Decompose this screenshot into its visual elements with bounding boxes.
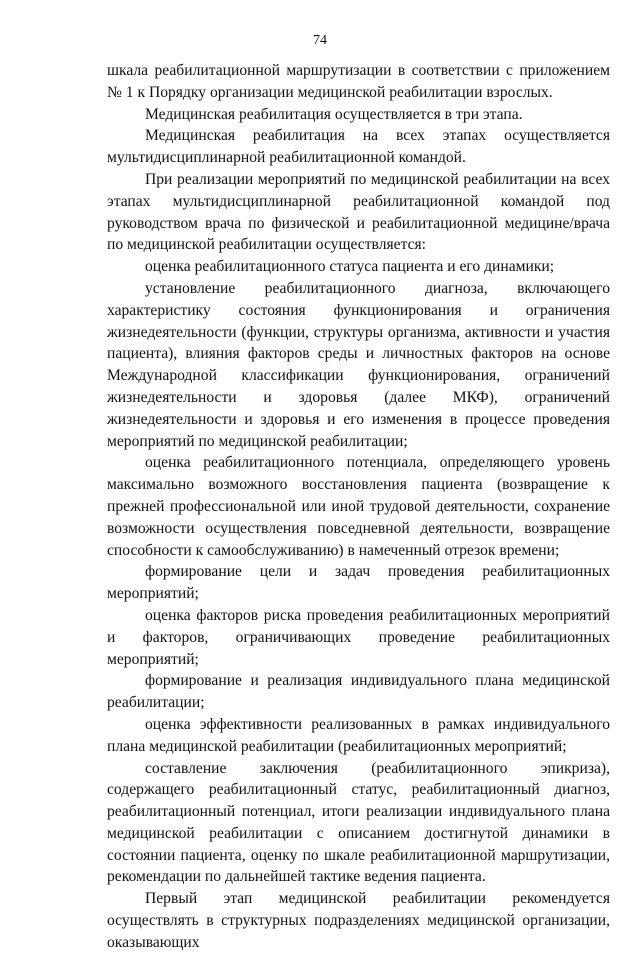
document-body (107, 60, 610, 954)
list-item-rehab-diagnosis: установление реабилитационного диагноза, включающего характеристику состояния функционирования и ограничения жизнедеятельности (функции, структуры организма, активности и участия пациента), влияния факторов среды и личностных факторов на основе Международной классификации функционирования, ограничений жизнедеятельности и здоровья (далее МКФ), ограничений жизнедеятельности и здоровья и его изменения в процессе проведения мероприятий по медицинской реабилитации; (107, 279, 610, 450)
page-number: 74 (313, 33, 327, 48)
paragraph-routing-scale: шкала реабилитационной маршрутизации в соответствии с приложением № 1 к Порядку организации медицинской реабилитации взрослых. (107, 62, 610, 101)
paragraph-multidisciplinary-team: Медицинская реабилитация на всех этапах осуществляется мультидисциплинарной реабилитационной командой. (107, 127, 610, 167)
list-item-rehab-potential: оценка реабилитационного потенциала, определяющего уровень максимально возможного восстановления пациента (возвращение к прежней профессиональной или иной трудовой деятельности, сохранение возможности осуществления повседневной деятельности, возвращение способности к самообслуживанию) в намеченный отрезок времени; (107, 454, 610, 559)
list-item-risk-factors: оценка факторов риска проведения реабилитационных мероприятий и факторов, ограничивающих проведение реабилитационных мероприятий; (107, 606, 610, 668)
list-item-efficiency-assessment: оценка эффективности реализованных в рамках индивидуального плана медицинской реабилитации (реабилитационных мероприятий; (107, 715, 610, 755)
paragraph-team-duties-intro: При реализации мероприятий по медицинской реабилитации на всех этапах мультидисциплинарной реабилитационной командой под руководством врача по физической и реабилитационной медицине/врача по медицинской реабилитации осуществляется: (107, 170, 610, 254)
paragraph-first-stage: Первый этап медицинской реабилитации рекомендуется осуществлять в структурных подразделениях медицинской организации, оказывающих (107, 890, 610, 951)
list-item-goals: формирование цели и задач проведения реабилитационных мероприятий; (107, 563, 610, 603)
list-item-status-assessment: оценка реабилитационного статуса пациента и его динамики; (145, 258, 555, 276)
list-item-epicrisis: составление заключения (реабилитационного эпикриза), содержащего реабилитационный статус, реабилитационный диагноз, реабилитационный потенциал, итоги реализации индивидуального плана медицинской реабилитации с описанием достигнутой динамики в состоянии пациента, оценку по шкале реабилитационной маршрутизации, рекомендации по дальнейшей тактике ведения пациента. (107, 759, 610, 886)
list-item-individual-plan: формирование и реализация индивидуального плана медицинской реабилитации; (107, 672, 610, 712)
paragraph-three-stages: Медицинская реабилитация осуществляется в три этапа. (145, 105, 523, 123)
